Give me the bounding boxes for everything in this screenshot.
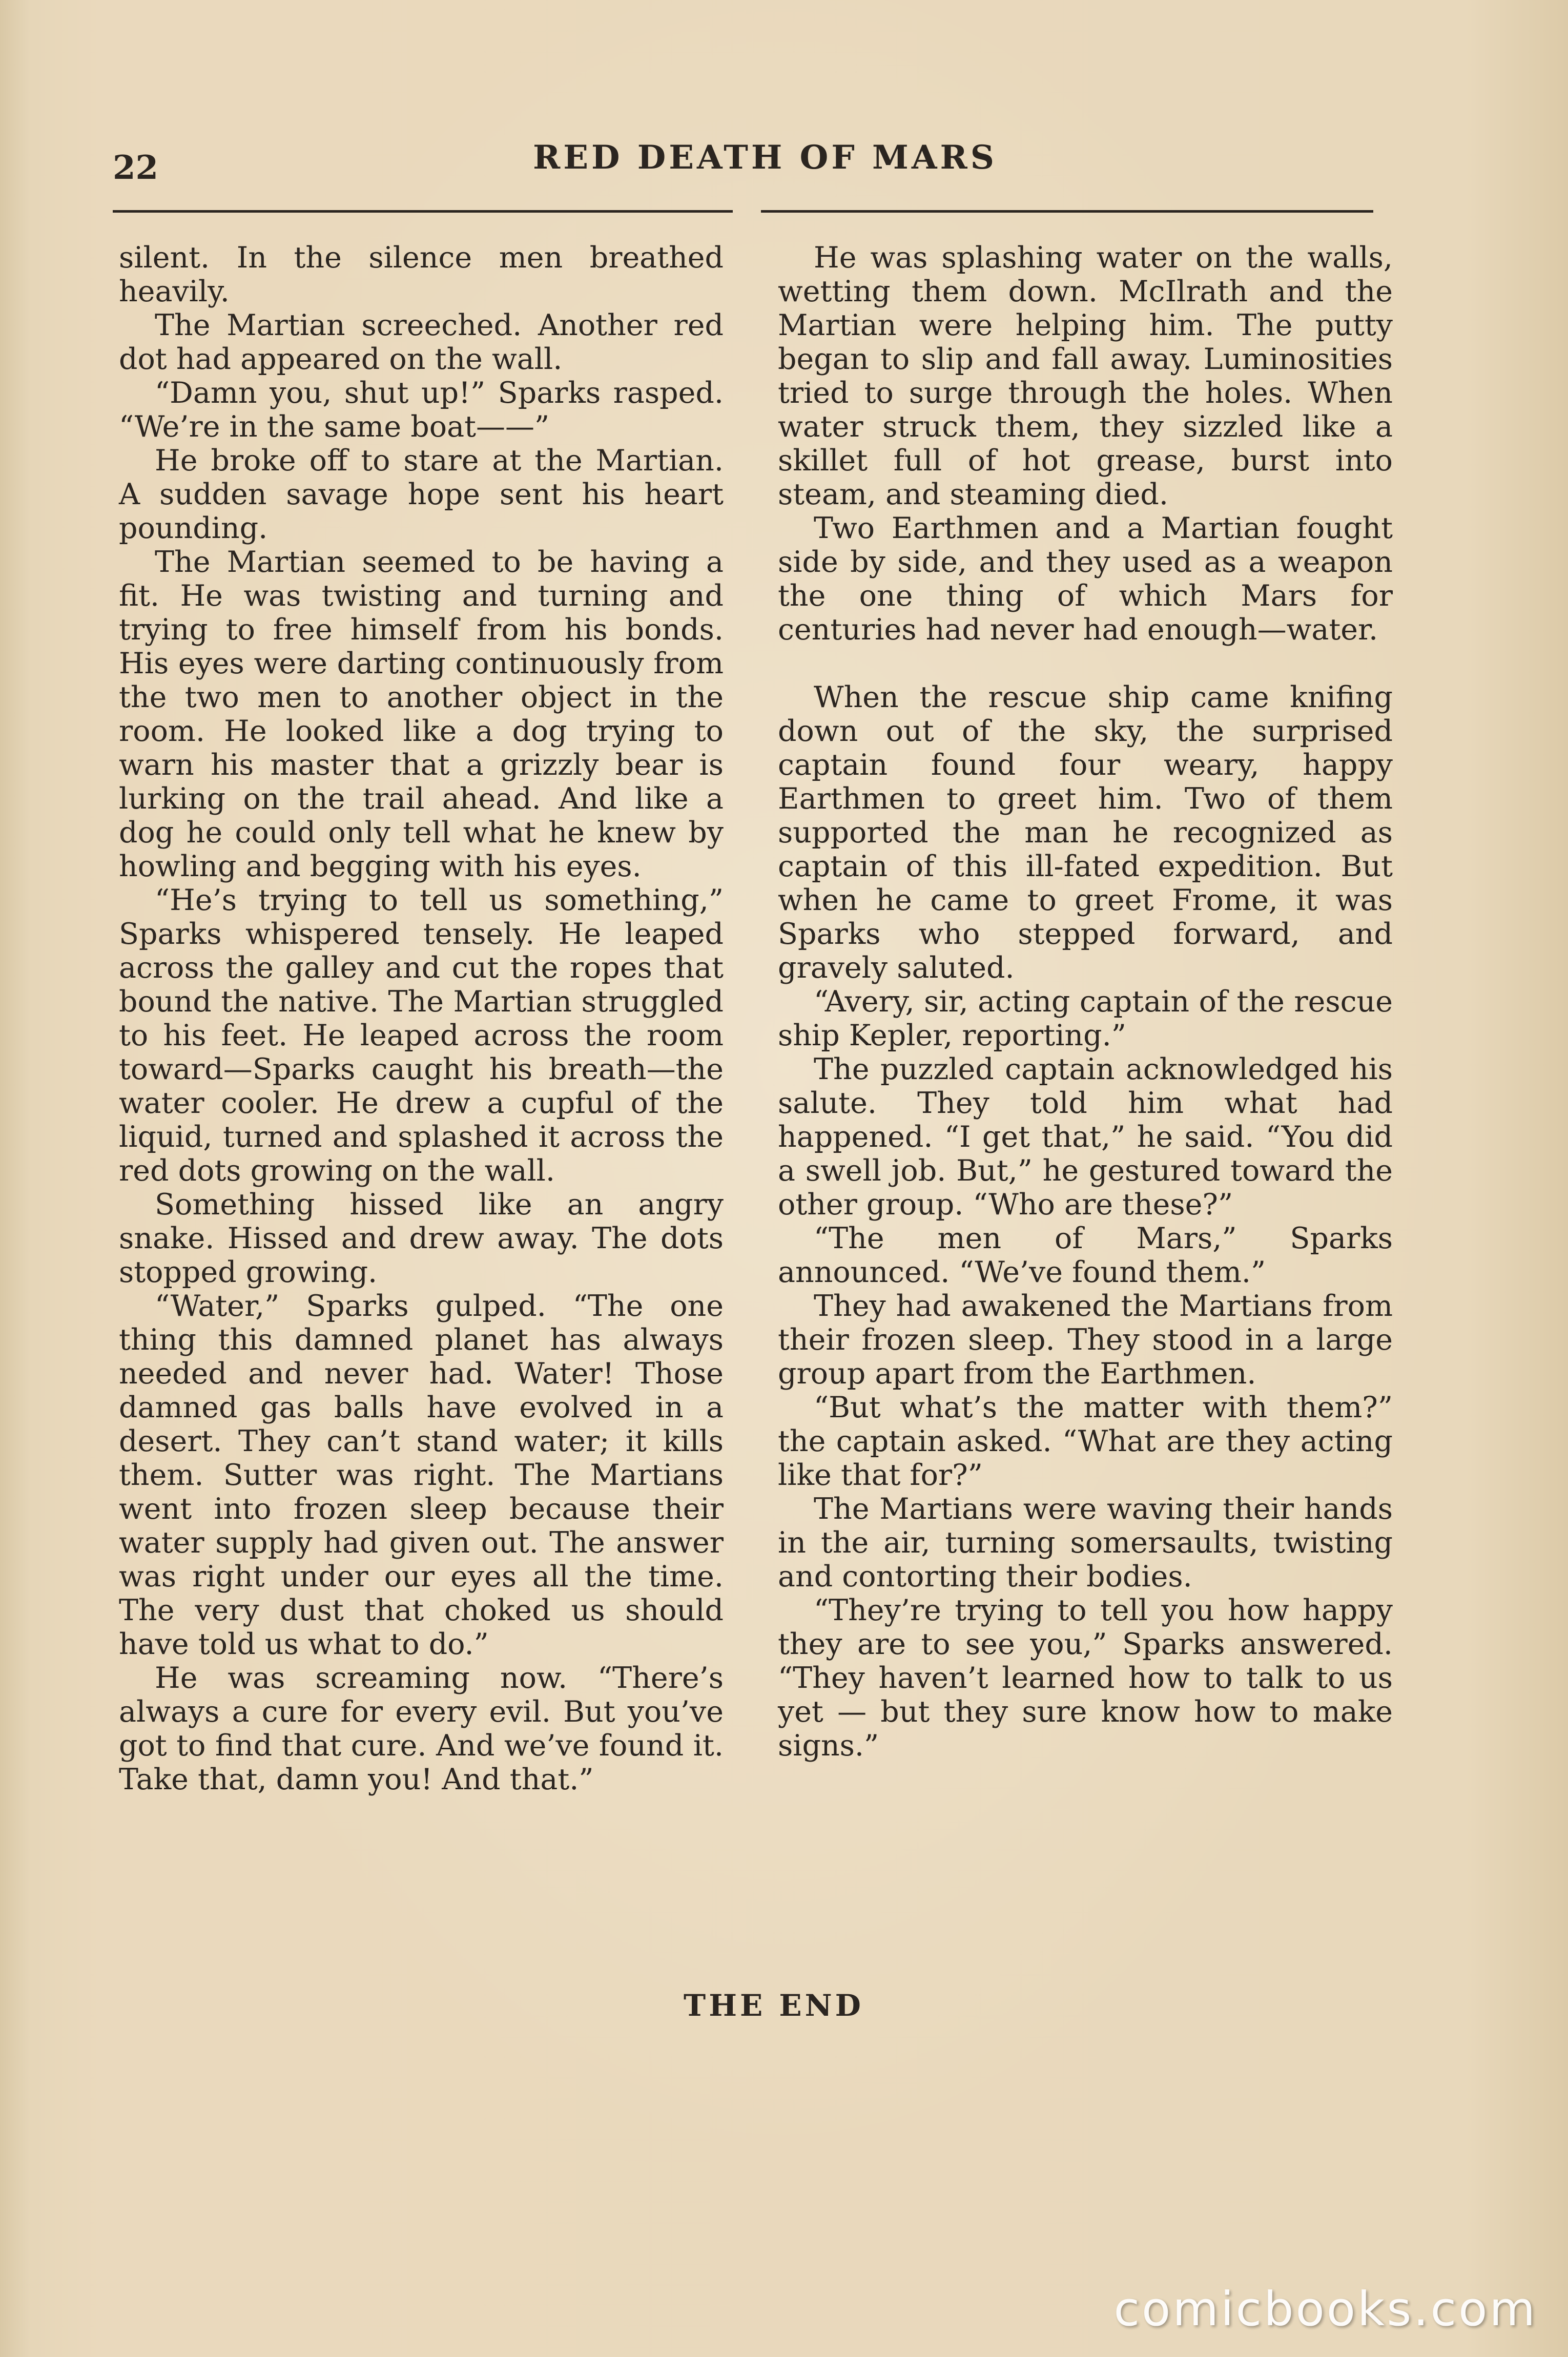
paragraph: “But what’s the matter with them?” the captain asked. “What are they acting like that for?”: [778, 1391, 1393, 1492]
paragraph: The Martians were waving their hands in the air, turning somersaults, twisting and contorting their bodies.: [778, 1492, 1393, 1594]
paragraph: silent. In the silence men breathed heavily.: [119, 241, 724, 308]
page-number: 22: [113, 149, 159, 187]
paragraph: The puzzled captain acknowledged his salute. They told him what had happened. “I get that,” he said. “You did a swell job. But,” he gestured toward the other group. “Who are these?”: [778, 1052, 1393, 1222]
paragraph: “Water,” Sparks gulped. “The one thing this damned planet has always needed and never had. Water! Those damned gas balls have evolved in a desert. They can’t stand water; it kills them. Sutter was right. The Martians went into frozen sleep because their water supply had given out. The answer was right under our eyes all the time. The very dust that choked us should have told us what to do.”: [119, 1289, 724, 1661]
page-header: [113, 138, 1384, 195]
header-rule-right: [761, 210, 1373, 213]
right-column: [778, 241, 1393, 1763]
the-end-label: THE END: [684, 1988, 864, 2023]
paragraph: He was splashing water on the walls, wetting them down. McIlrath and the Martian were helping him. The putty began to slip and fall away. Luminosities tried to surge through the holes. When water struck them, they sizzled like a skillet full of hot grease, burst into steam, and steaming died.: [778, 241, 1393, 511]
paragraph: The Martian screeched. Another red dot had appeared on the wall.: [119, 308, 724, 376]
header-rule-left: [113, 210, 733, 213]
paragraph: The Martian seemed to be having a fit. He was twisting and turning and trying to free himself from his bonds. His eyes were darting continuously from the two men to another object in the room. He looked like a dog trying to warn his master that a grizzly bear is lurking on the trail ahead. And like a dog he could only tell what he knew by howling and begging with his eyes.: [119, 545, 724, 883]
watermark: comicbooks.com: [1113, 2282, 1537, 2337]
paragraph: They had awakened the Martians from their frozen sleep. They stood in a large group apart from the Earthmen.: [778, 1289, 1393, 1391]
paragraph: When the rescue ship came knifing down out of the sky, the surprised captain found four weary, happy Earthmen to greet him. Two of them supported the man he recognized as captain of this ill-fated expedition. But when he came to greet Frome, it was Sparks who stepped forward, and gravely saluted.: [778, 680, 1393, 985]
paragraph: “The men of Mars,” Sparks announced. “We’ve found them.”: [778, 1222, 1393, 1289]
paragraph: He was screaming now. “There’s always a cure for every evil. But you’ve got to find that cure. And we’ve found it. Take that, damn you! And that.”: [119, 1661, 724, 1796]
paragraph: “Avery, sir, acting captain of the rescue ship Kepler, reporting.”: [778, 985, 1393, 1052]
paragraph: “They’re trying to tell you how happy they are to see you,” Sparks answered. “They haven’t learned how to talk to us yet — but they sure know how to make signs.”: [778, 1594, 1393, 1763]
running-title: RED DEATH OF MARS: [533, 138, 997, 177]
paragraph: Two Earthmen and a Martian fought side by side, and they used as a weapon the one thing of which Mars for centuries had never had enough—water.: [778, 511, 1393, 647]
left-column: [119, 241, 724, 1796]
paragraph: “Damn you, shut up!” Sparks rasped. “We’re in the same boat——”: [119, 376, 724, 444]
paragraph: He broke off to stare at the Martian. A sudden savage hope sent his heart pounding.: [119, 444, 724, 545]
paragraph: “He’s trying to tell us something,” Sparks whispered tensely. He leaped across the galley and cut the ropes that bound the native. The Martian struggled to his feet. He leaped across the room toward—Sparks caught his breath—the water cooler. He drew a cupful of the liquid, turned and splashed it across the red dots growing on the wall.: [119, 883, 724, 1188]
paragraph: Something hissed like an angry snake. Hissed and drew away. The dots stopped growing.: [119, 1188, 724, 1289]
